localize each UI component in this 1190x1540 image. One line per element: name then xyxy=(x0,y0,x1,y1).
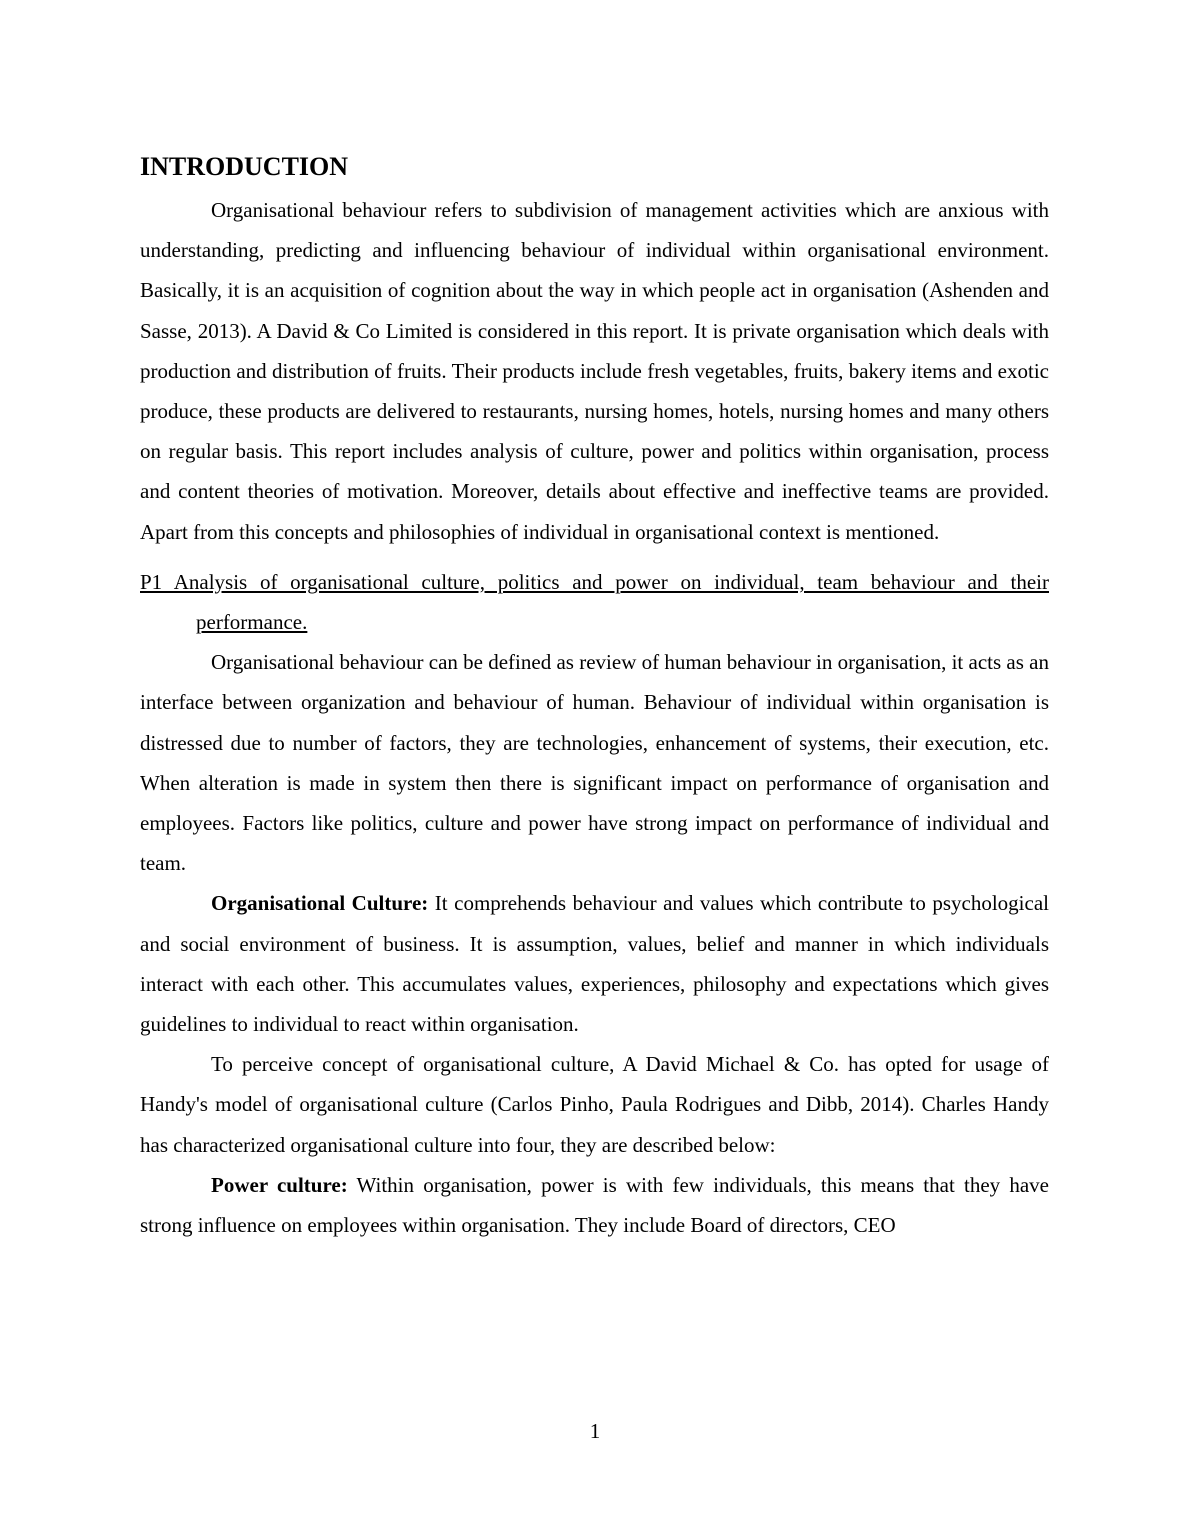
organisational-culture-paragraph xyxy=(140,883,1049,1044)
page-body xyxy=(140,150,1049,1245)
introduction-paragraph: Organisational behaviour refers to subdivision of management activities which are anxious with understanding, predicting and influencing behaviour of individual within organisational environment. Basically, it is an acquisition of cognition about the way in which people act in organisation (Ashenden and Sasse, 2013). A David & Co Limited is considered in this report. It is private organisation which deals with production and distribution of fruits. Their products include fresh vegetables, fruits, bakery items and exotic produce, these products are delivered to restaurants, nursing homes, hotels, nursing homes and many others on regular basis. This report includes analysis of culture, power and politics within organisation, process and content theories of motivation. Moreover, details about effective and ineffective teams are provided. Apart from this concepts and philosophies of individual in organisational context is mentioned. xyxy=(140,198,1049,544)
power-culture-text: Within organisation, power is with few individuals, this means that they have strong influence on employees within organisation. They include Board of directors, CEO xyxy=(140,1172,1049,1238)
p1-section-heading: P1 Analysis of organisational culture, politics and power on individual, team behaviour and their performance. xyxy=(140,569,1049,635)
organisational-culture-label: Organisational Culture: xyxy=(211,891,429,916)
introduction-heading: INTRODUCTION xyxy=(140,152,349,181)
handy-model-paragraph: To perceive concept of organisational culture, A David Michael & Co. has opted for usage of Handy's model of organisational culture (Carlos Pinho, Paula Rodrigues and Dibb, 2014). Charles Handy has characterized organisational culture into four, they are described below: xyxy=(140,1052,1049,1157)
power-culture-paragraph xyxy=(140,1165,1049,1245)
organisational-culture-text: It comprehends behaviour and values which contribute to psychological and social environment of business. It is assumption, values, belief and manner in which individuals interact with each other. This accumulates values, experiences, philosophy and expectations which gives guidelines to individual to react within organisation. xyxy=(140,891,1049,1037)
power-culture-label: Power culture: xyxy=(211,1172,348,1197)
p1-paragraph: Organisational behaviour can be defined as review of human behaviour in organisation, it acts as an interface between organization and behaviour of human. Behaviour of individual within organisation is distressed due to number of factors, they are technologies, enhancement of systems, their execution, etc. When alteration is made in system then there is significant impact on performance of organisation and employees. Factors like politics, culture and power have strong impact on performance of individual and team. xyxy=(140,650,1049,876)
page-number: 1 xyxy=(589,1419,601,1443)
